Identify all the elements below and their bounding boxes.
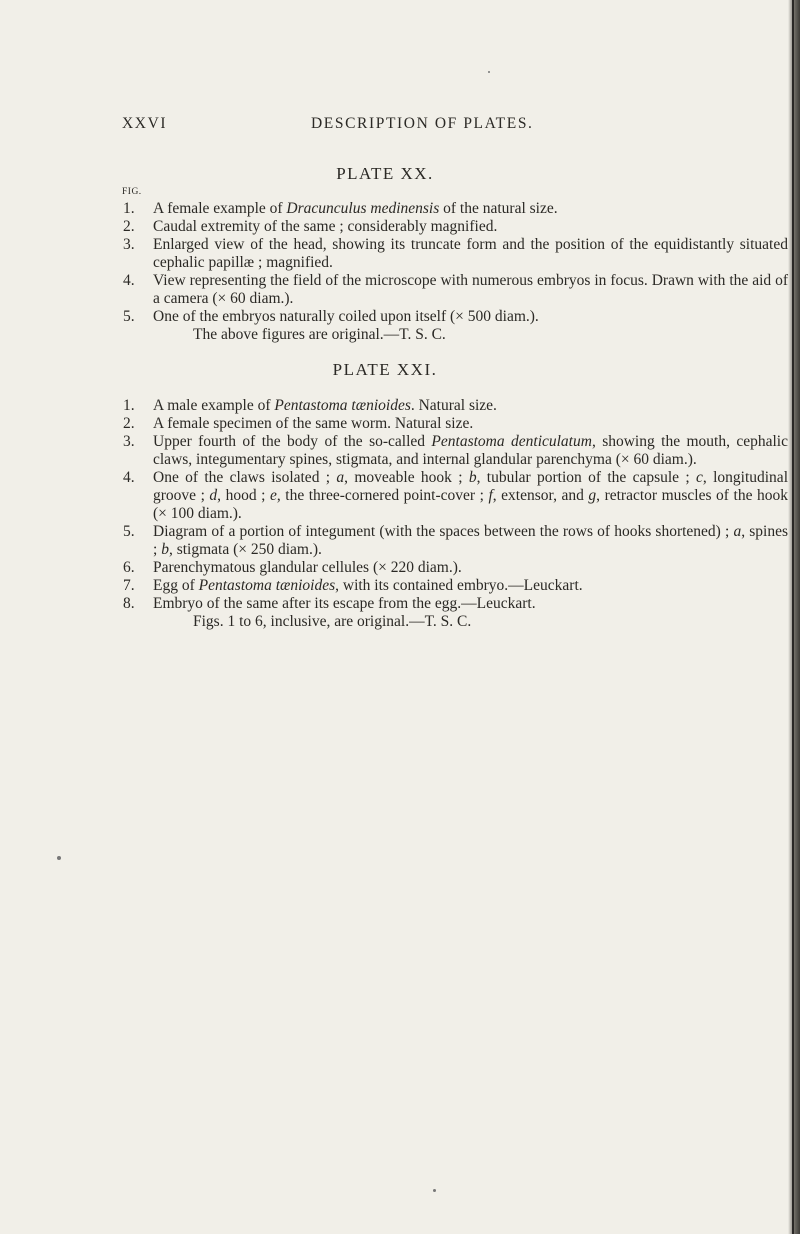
plate-xxi-title: PLATE XXI. (332, 360, 438, 379)
description-text: , stigmata (× 250 diam.). (168, 541, 322, 558)
figure-description (118, 200, 788, 218)
italic-term: Pentastoma tænioides (274, 397, 411, 414)
figure-number: 1. (123, 397, 135, 414)
description-text: Parenchymatous glandular cellules (× 220 diam.). (153, 559, 462, 576)
description-text: Upper fourth of the body of the so-called (153, 433, 432, 450)
plate-xx-list (118, 200, 788, 344)
italic-term: g (588, 487, 597, 504)
figure-description (118, 577, 788, 595)
page-edge-line (792, 0, 794, 1234)
figure-description (118, 272, 788, 308)
italic-term: a (733, 523, 742, 540)
description-text: , moveable hook ; (344, 469, 469, 486)
figure-number: 4. (123, 469, 135, 486)
description-text: , tubular portion of the capsule ; (476, 469, 696, 486)
description-text: , longitudinal groove ; (153, 469, 788, 504)
figure-number: 7. (123, 577, 135, 594)
description-text: , the three-cornered point-cover ; (276, 487, 489, 504)
description-text: One of the embryos naturally coiled upon itself (× 500 diam.). (153, 308, 539, 325)
description-text: View representing the field of the microscope with numerous embryos in focus. Drawn with the aid of a camera (× 60 diam.). (153, 272, 788, 307)
figure-description (118, 469, 788, 523)
fig-column-label: FIG. (122, 187, 142, 197)
description-text: , with its contained embryo.—Leuckart. (335, 577, 583, 594)
italic-term: e (269, 487, 277, 504)
figure-number: 2. (123, 218, 135, 235)
figure-description (118, 236, 788, 272)
figure-description (118, 218, 788, 236)
speck (433, 1189, 436, 1192)
description-text: Egg of (153, 577, 199, 594)
description-text: A female example of (153, 200, 287, 217)
description-text: . Natural size. (410, 397, 497, 414)
italic-term: b (468, 469, 477, 486)
figure-number: 4. (123, 272, 135, 289)
description-text: , hood ; (217, 487, 270, 504)
italic-term: Dracunculus medinensis (286, 200, 440, 217)
italic-term: d (209, 487, 218, 504)
figure-number: 2. (123, 415, 135, 432)
description-text: Enlarged view of the head, showing its truncate form and the position of the equidistantly situated cephalic papillæ ; magnified. (153, 236, 788, 271)
running-head: DESCRIPTION OF PLATES. (311, 115, 534, 132)
description-text: Caudal extremity of the same ; considerably magnified. (153, 218, 498, 235)
description-text: , retractor muscles of the hook (× 100 diam.). (153, 487, 788, 522)
description-text: of the natural size. (439, 200, 558, 217)
description-text: A male example of (153, 397, 275, 414)
italic-term: f (488, 487, 493, 504)
figure-number: 1. (123, 200, 135, 217)
figure-number: 3. (123, 236, 135, 253)
page-header (0, 115, 780, 139)
figure-number: 3. (123, 433, 135, 450)
attribution-note: Figs. 1 to 6, inclusive, are original.—T. S. C. (193, 613, 472, 630)
italic-term: b (161, 541, 169, 558)
page-number: XXVI (122, 115, 168, 132)
attribution-note: The above figures are original.—T. S. C. (193, 326, 446, 343)
speck (488, 71, 490, 73)
figure-description (118, 559, 788, 577)
description-text: , extensor, and (492, 487, 589, 504)
plate-xxi-list (118, 397, 788, 631)
figure-description (118, 397, 788, 415)
figure-description (118, 433, 788, 469)
page-edge-shadow (788, 0, 800, 1234)
figure-number: 8. (123, 595, 135, 612)
description-text: , spines ; (153, 523, 789, 558)
description-text: One of the claws isolated ; (153, 469, 337, 486)
plate-xx-title: PLATE XX. (336, 164, 434, 183)
figure-number: 5. (123, 523, 135, 540)
figure-description (118, 595, 788, 613)
figure-number: 5. (123, 308, 135, 325)
figure-description (118, 415, 788, 433)
description-text: A female specimen of the same worm. Natural size. (153, 415, 474, 432)
description-text: Embryo of the same after its escape from the egg.—Leuckart. (153, 595, 536, 612)
italic-term: c (696, 469, 703, 486)
italic-term: Pentastoma tænioides (198, 577, 336, 594)
italic-term: Pentastoma denticulatum (431, 433, 592, 450)
italic-term: a (336, 469, 345, 486)
figure-description (118, 308, 788, 326)
speck (57, 856, 61, 860)
description-text: , showing the mouth, cephalic claws, integumentary spines, stigmata, and internal glandular parenchyma (× 60 diam.). (153, 433, 788, 468)
figure-description (118, 523, 788, 559)
description-text: Diagram of a portion of integument (with the spaces between the rows of hooks shortened) ; (153, 523, 734, 540)
figure-number: 6. (123, 559, 135, 576)
